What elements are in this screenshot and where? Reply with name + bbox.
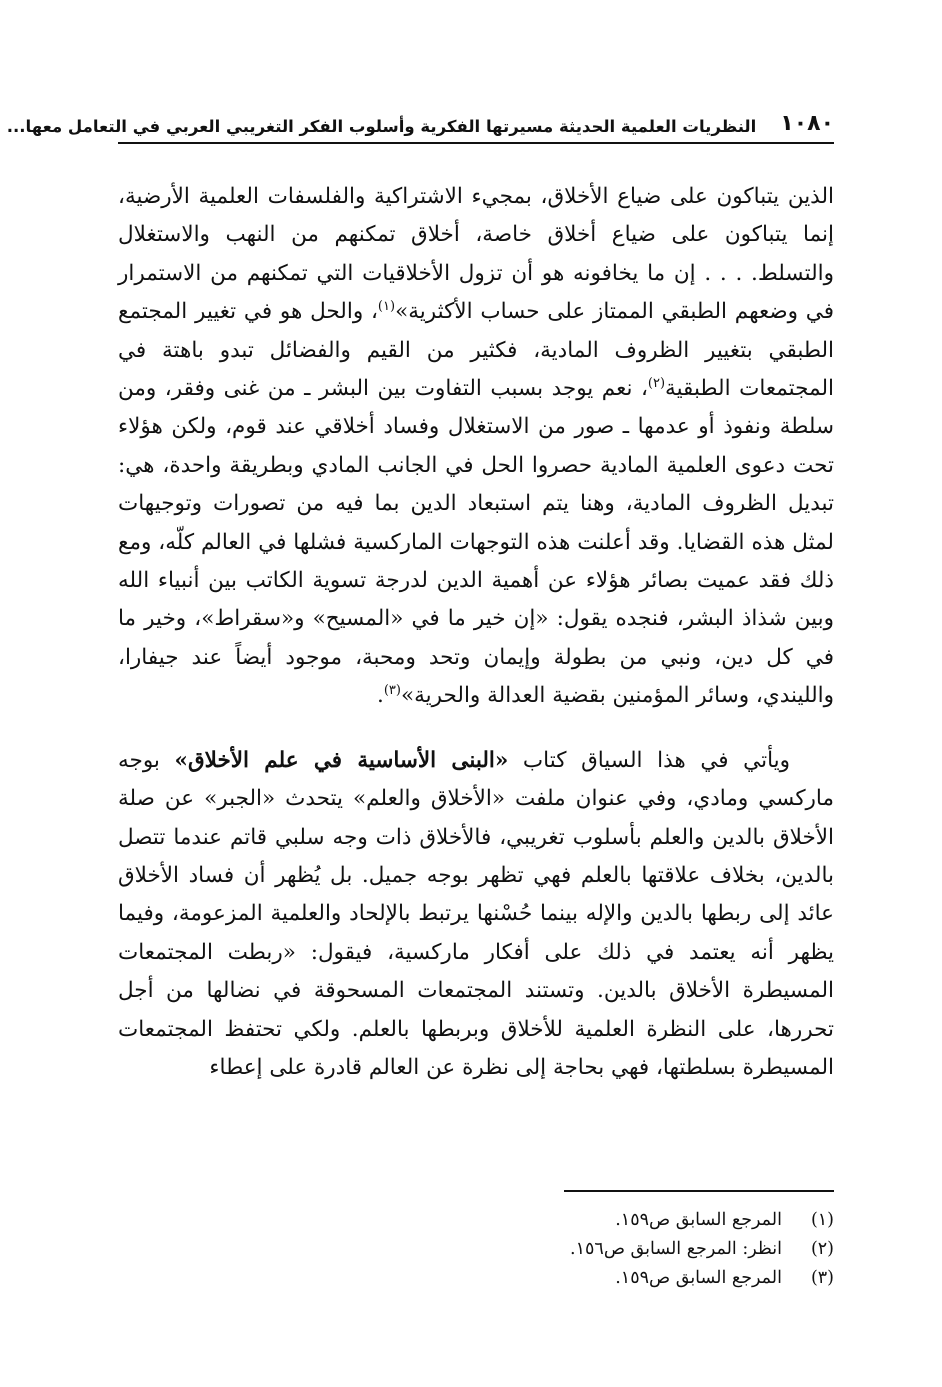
paragraph-1-text-a: الذين يتباكون على ضياع الأخلاق، بمجيء الاشتراكية والفلسفات العلمية الأرضية، إنما يتباكون على ضياع أخلاق خاصة، أخلاق تمكنهم من النهب والاستغلال والتسلط. . . . إن ما يخافونه هو أن تزول الأخلاقيات التي تمكنهم من الاستمرار في وضعهم الطبقي الممتاز على حساب الأكثرية» [118, 184, 835, 325]
footnote-1 [118, 1206, 834, 1235]
footnote-ref-1: (١) [377, 299, 396, 315]
paragraph-1-text-d: . [377, 683, 384, 709]
page-number: ١٠٨٠ [780, 111, 834, 136]
footnote-marker: (١) [810, 1210, 834, 1230]
footnote-text: انظر: المرجع السابق ص١٥٦. [570, 1239, 782, 1259]
book-title: «البنى الأساسية في علم الأخلاق» [174, 747, 509, 773]
footnote-ref-2: (٢) [647, 375, 666, 391]
paragraph-1-text-c: ، نعم يوجد بسبب التفاوت بين البشر ـ من غنى وفقر، ومن سلطة ونفوذ أو عدمها ـ صور من الاستغلال وفساد أخلاقي عند قوم، ولكن هؤلاء تحت دعوى العلمية المادية حصروا الحل في الجانب المادي وبطريقة واحدة، هي: تبديل الظروف المادية، وهنا يتم استبعاد الدين بما فيه من تصورات وتوجيهات لمثل هذه القضايا. وقد أعلنت هذه التوجهات الماركسية فشلها في العالم كلّه، ومع ذلك فقد عميت بصائر هؤلاء عن أهمية الدين لدرجة تسوية الكاتب بين أنبياء الله وبين شذاذ البشر، فنجده يقول: «إن خير ما في «المسيح» و«سقراط»، وخير ما في كل دين، ونبي من بطولة وإيمان وتحد ومحبة، موجود أيضاً عند جيفارا، والليندي، وسائر المؤمنين بقضية العدالة والحرية» [118, 376, 834, 709]
paragraph-1 [118, 178, 834, 716]
running-header-title: النظريات العلمية الحديثة مسيرتها الفكرية وأسلوب الفكر التغريبي العربي في التعامل معها... [6, 117, 757, 136]
body-text [118, 178, 834, 1087]
running-header [6, 108, 834, 144]
footnote-2 [118, 1235, 834, 1264]
paragraph-2-text-b: بوجه ماركسي ومادي، وفي عنوان ملفت «الأخلاق والعلم» يتحدث «الجبر» عن صلة الأخلاق بالدين والعلم بأسلوب تغريبي، فالأخلاق ذات وجه سلبي قاتم عندما تتصل بالدين، بخلاف علاقتها بالعلم فهي تظهر بوجه جميل. بل يُظهر أن فساد الأخلاق عائد إلى ربطها بالدين والإله بينما حُسْنها يرتبط بالإلحاد والعلمية المزعومة، وفيما يظهر أنه يعتمد في ذلك على أفكار ماركسية، فيقول: «ربطت المجتمعات المسيطرة الأخلاق بالدين. وتستند المجتمعات المسحوقة في نضالها من أجل تحررها، على النظرة العلمية للأخلاق وبربطها بالعلم. ولكي تحتفظ المجتمعات المسيطرة بسلطتها، فهي بحاجة إلى نظرة عن العالم قادرة على إعطاء [118, 747, 834, 1080]
paragraph-2-text-a: ويأتي في هذا السياق كتاب [508, 747, 790, 773]
footnote-text: المرجع السابق ص١٥٩. [615, 1210, 782, 1230]
footnote-ref-3: (٣) [383, 683, 401, 699]
footnote-marker: (٢) [810, 1239, 834, 1259]
paragraph-2 [118, 742, 834, 1088]
footnotes-list [118, 1206, 834, 1293]
paragraph-1-text-b: ، والحل هو في تغيير المجتمع الطبقي بتغيير الظروف المادية، فكثير من القيم والفضائل تبدو باهتة في المجتمعات الطبقية [118, 299, 834, 402]
footnote-separator [564, 1190, 834, 1192]
footnote-marker: (٣) [810, 1268, 834, 1288]
footnote-text: المرجع السابق ص١٥٩. [615, 1268, 782, 1288]
footnote-3 [118, 1264, 834, 1293]
